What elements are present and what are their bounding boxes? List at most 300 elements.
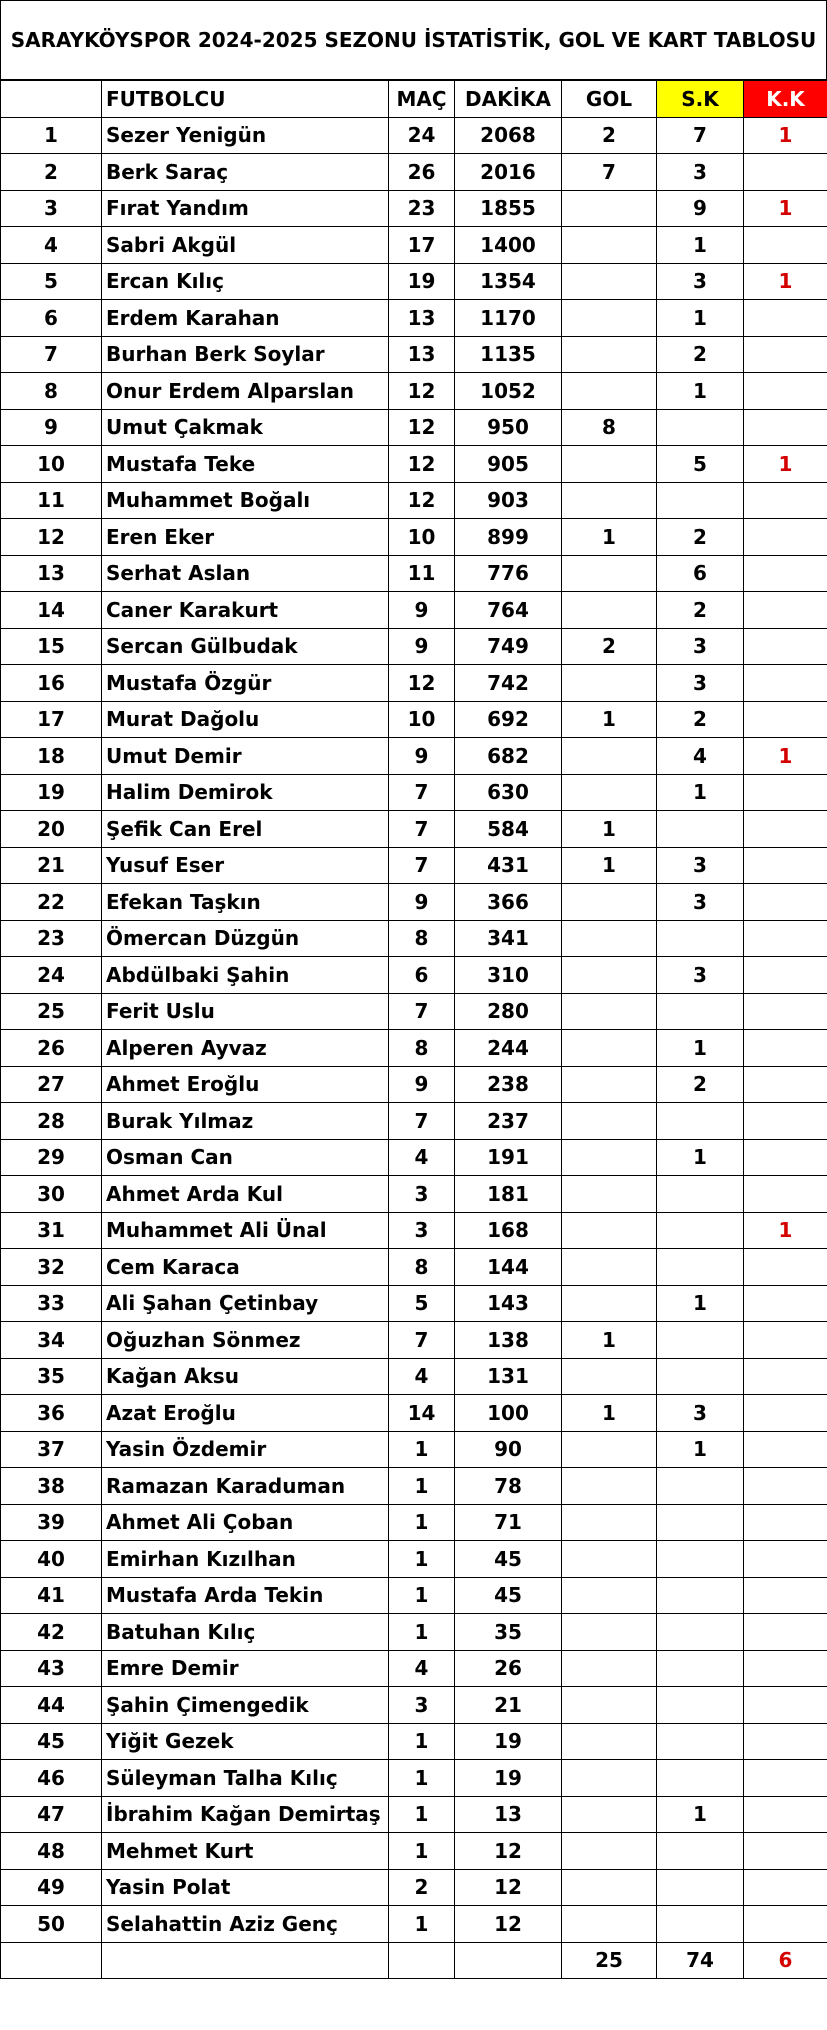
row-number: 49 xyxy=(1,1869,102,1906)
cell-sk: 1 xyxy=(657,373,744,410)
cell-mac: 3 xyxy=(389,1212,455,1249)
table-row xyxy=(1,665,827,702)
player-name: Şefik Can Erel xyxy=(102,811,389,848)
table-row xyxy=(1,300,827,337)
cell-dakika: 905 xyxy=(455,446,562,483)
table-row xyxy=(1,1614,827,1651)
cell-kk xyxy=(744,774,827,811)
cell-kk xyxy=(744,1687,827,1724)
player-name: Sabri Akgül xyxy=(102,227,389,264)
cell-mac: 4 xyxy=(389,1650,455,1687)
cell-dakika: 90 xyxy=(455,1431,562,1468)
cell-mac: 9 xyxy=(389,628,455,665)
row-number: 6 xyxy=(1,300,102,337)
player-name: Muhammet Ali Ünal xyxy=(102,1212,389,1249)
cell-sk: 6 xyxy=(657,555,744,592)
table-row xyxy=(1,154,827,191)
title-text: SARAYKÖYSPOR 2024-2025 SEZONU İSTATİSTİK, GOL VE KART TABLOSU xyxy=(10,28,817,52)
cell-kk xyxy=(744,1285,827,1322)
cell-mac: 2 xyxy=(389,1869,455,1906)
row-number: 28 xyxy=(1,1103,102,1140)
cell-gol xyxy=(562,1650,657,1687)
player-name: Abdülbaki Şahin xyxy=(102,957,389,994)
player-name: Cem Karaca xyxy=(102,1249,389,1286)
player-name: Sezer Yenigün xyxy=(102,117,389,154)
cell-kk xyxy=(744,154,827,191)
cell-gol xyxy=(562,993,657,1030)
cell-mac: 7 xyxy=(389,1322,455,1359)
cell-dakika: 244 xyxy=(455,1030,562,1067)
cell-kk xyxy=(744,701,827,738)
table-row xyxy=(1,1176,827,1213)
cell-sk xyxy=(657,1541,744,1578)
cell-sk: 1 xyxy=(657,1030,744,1067)
cell-mac: 9 xyxy=(389,738,455,775)
table-row xyxy=(1,1468,827,1505)
table-row xyxy=(1,1723,827,1760)
cell-mac: 3 xyxy=(389,1687,455,1724)
player-name: Burhan Berk Soylar xyxy=(102,336,389,373)
player-name: Azat Eroğlu xyxy=(102,1395,389,1432)
cell-gol xyxy=(562,1249,657,1286)
player-name: Şahin Çimengedik xyxy=(102,1687,389,1724)
player-name: Kağan Aksu xyxy=(102,1358,389,1395)
cell-gol xyxy=(562,1176,657,1213)
cell-gol xyxy=(562,1796,657,1833)
cell-mac: 1 xyxy=(389,1760,455,1797)
cell-kk xyxy=(744,1504,827,1541)
cell-kk xyxy=(744,1577,827,1614)
table-row xyxy=(1,1906,827,1943)
cell-kk xyxy=(744,1869,827,1906)
table-row xyxy=(1,884,827,921)
cell-kk xyxy=(744,336,827,373)
cell-kk xyxy=(744,1176,827,1213)
table-row xyxy=(1,1541,827,1578)
cell-mac: 10 xyxy=(389,701,455,738)
cell-sk xyxy=(657,1833,744,1870)
cell-dakika: 131 xyxy=(455,1358,562,1395)
cell-kk xyxy=(744,592,827,629)
cell-mac: 1 xyxy=(389,1614,455,1651)
cell-dakika: 12 xyxy=(455,1869,562,1906)
row-number: 34 xyxy=(1,1322,102,1359)
cell-gol xyxy=(562,1687,657,1724)
table-row xyxy=(1,1212,827,1249)
cell-dakika: 630 xyxy=(455,774,562,811)
cell-mac: 13 xyxy=(389,300,455,337)
cell-gol xyxy=(562,1541,657,1578)
cell-kk xyxy=(744,920,827,957)
player-name: Mustafa Teke xyxy=(102,446,389,483)
cell-gol xyxy=(562,774,657,811)
cell-sk: 3 xyxy=(657,1395,744,1432)
row-number: 12 xyxy=(1,519,102,556)
player-name: Batuhan Kılıç xyxy=(102,1614,389,1651)
stats-table xyxy=(0,80,827,1979)
cell-sk: 3 xyxy=(657,263,744,300)
cell-sk: 1 xyxy=(657,300,744,337)
cell-kk xyxy=(744,1431,827,1468)
cell-mac: 8 xyxy=(389,1030,455,1067)
row-number: 35 xyxy=(1,1358,102,1395)
table-body xyxy=(1,117,827,1942)
cell-sk xyxy=(657,1614,744,1651)
cell-mac: 9 xyxy=(389,1066,455,1103)
cell-kk xyxy=(744,1030,827,1067)
cell-sk xyxy=(657,1176,744,1213)
cell-gol xyxy=(562,1066,657,1103)
table-row xyxy=(1,1066,827,1103)
total-sk: 74 xyxy=(657,1942,744,1979)
row-number: 20 xyxy=(1,811,102,848)
row-number: 42 xyxy=(1,1614,102,1651)
cell-mac: 24 xyxy=(389,117,455,154)
cell-sk xyxy=(657,1212,744,1249)
cell-kk xyxy=(744,628,827,665)
cell-dakika: 950 xyxy=(455,409,562,446)
cell-gol: 2 xyxy=(562,628,657,665)
cell-kk xyxy=(744,1541,827,1578)
cell-gol xyxy=(562,1906,657,1943)
row-number: 21 xyxy=(1,847,102,884)
table-row xyxy=(1,190,827,227)
table-row xyxy=(1,1249,827,1286)
cell-kk xyxy=(744,373,827,410)
player-name: Fırat Yandım xyxy=(102,190,389,227)
cell-dakika: 12 xyxy=(455,1906,562,1943)
cell-mac: 5 xyxy=(389,1285,455,1322)
cell-kk xyxy=(744,1796,827,1833)
header-dakika: DAKİKA xyxy=(455,81,562,118)
cell-mac: 4 xyxy=(389,1358,455,1395)
cell-dakika: 144 xyxy=(455,1249,562,1286)
player-name: Mustafa Arda Tekin xyxy=(102,1577,389,1614)
cell-dakika: 1135 xyxy=(455,336,562,373)
table-row xyxy=(1,1833,827,1870)
row-number: 44 xyxy=(1,1687,102,1724)
table-row xyxy=(1,628,827,665)
table-row xyxy=(1,920,827,957)
row-number: 48 xyxy=(1,1833,102,1870)
table-row xyxy=(1,592,827,629)
row-number: 29 xyxy=(1,1139,102,1176)
totals-no xyxy=(1,1942,102,1979)
player-name: Alperen Ayvaz xyxy=(102,1030,389,1067)
cell-mac: 23 xyxy=(389,190,455,227)
cell-gol xyxy=(562,1030,657,1067)
row-number: 39 xyxy=(1,1504,102,1541)
cell-mac: 1 xyxy=(389,1504,455,1541)
cell-mac: 10 xyxy=(389,519,455,556)
cell-gol: 8 xyxy=(562,409,657,446)
cell-mac: 7 xyxy=(389,847,455,884)
cell-kk: 1 xyxy=(744,1212,827,1249)
totals-name xyxy=(102,1942,389,1979)
table-row xyxy=(1,1103,827,1140)
cell-mac: 3 xyxy=(389,1176,455,1213)
cell-sk xyxy=(657,409,744,446)
cell-sk: 2 xyxy=(657,701,744,738)
cell-dakika: 341 xyxy=(455,920,562,957)
cell-dakika: 238 xyxy=(455,1066,562,1103)
cell-sk: 5 xyxy=(657,446,744,483)
cell-gol: 1 xyxy=(562,519,657,556)
row-number: 11 xyxy=(1,482,102,519)
cell-gol: 1 xyxy=(562,1395,657,1432)
player-name: Ahmet Eroğlu xyxy=(102,1066,389,1103)
cell-sk: 1 xyxy=(657,774,744,811)
header-mac: MAÇ xyxy=(389,81,455,118)
row-number: 47 xyxy=(1,1796,102,1833)
cell-dakika: 682 xyxy=(455,738,562,775)
totals-mac xyxy=(389,1942,455,1979)
cell-mac: 4 xyxy=(389,1139,455,1176)
cell-sk xyxy=(657,1687,744,1724)
cell-dakika: 1354 xyxy=(455,263,562,300)
cell-gol xyxy=(562,592,657,629)
cell-sk xyxy=(657,1869,744,1906)
row-number: 10 xyxy=(1,446,102,483)
cell-sk xyxy=(657,811,744,848)
row-number: 41 xyxy=(1,1577,102,1614)
cell-sk xyxy=(657,1468,744,1505)
row-number: 3 xyxy=(1,190,102,227)
cell-dakika: 310 xyxy=(455,957,562,994)
player-name: Umut Çakmak xyxy=(102,409,389,446)
player-name: İbrahim Kağan Demirtaş xyxy=(102,1796,389,1833)
cell-gol: 7 xyxy=(562,154,657,191)
totals-dakika xyxy=(455,1942,562,1979)
table-row xyxy=(1,1395,827,1432)
cell-kk xyxy=(744,1395,827,1432)
row-number: 18 xyxy=(1,738,102,775)
player-name: Umut Demir xyxy=(102,738,389,775)
cell-mac: 9 xyxy=(389,592,455,629)
cell-mac: 11 xyxy=(389,555,455,592)
player-name: Halim Demirok xyxy=(102,774,389,811)
header-gol: GOL xyxy=(562,81,657,118)
cell-kk xyxy=(744,1760,827,1797)
total-gol: 25 xyxy=(562,1942,657,1979)
player-name: Mehmet Kurt xyxy=(102,1833,389,1870)
cell-dakika: 1052 xyxy=(455,373,562,410)
player-name: Oğuzhan Sönmez xyxy=(102,1322,389,1359)
player-name: Yiğit Gezek xyxy=(102,1723,389,1760)
table-row xyxy=(1,1504,827,1541)
cell-sk xyxy=(657,1650,744,1687)
row-number: 36 xyxy=(1,1395,102,1432)
player-name: Serhat Aslan xyxy=(102,555,389,592)
cell-sk: 1 xyxy=(657,227,744,264)
cell-dakika: 2016 xyxy=(455,154,562,191)
row-number: 45 xyxy=(1,1723,102,1760)
table-row xyxy=(1,227,827,264)
cell-mac: 7 xyxy=(389,774,455,811)
cell-gol xyxy=(562,373,657,410)
cell-kk xyxy=(744,1103,827,1140)
cell-kk xyxy=(744,1066,827,1103)
table-row xyxy=(1,993,827,1030)
player-name: Mustafa Özgür xyxy=(102,665,389,702)
cell-sk xyxy=(657,1103,744,1140)
cell-sk xyxy=(657,1249,744,1286)
cell-dakika: 35 xyxy=(455,1614,562,1651)
cell-gol xyxy=(562,1869,657,1906)
cell-sk xyxy=(657,920,744,957)
cell-mac: 1 xyxy=(389,1541,455,1578)
row-number: 17 xyxy=(1,701,102,738)
cell-mac: 1 xyxy=(389,1577,455,1614)
row-number: 50 xyxy=(1,1906,102,1943)
player-name: Süleyman Talha Kılıç xyxy=(102,1760,389,1797)
cell-gol xyxy=(562,957,657,994)
table-row xyxy=(1,446,827,483)
player-name: Eren Eker xyxy=(102,519,389,556)
cell-sk: 3 xyxy=(657,957,744,994)
cell-mac: 8 xyxy=(389,920,455,957)
cell-kk xyxy=(744,665,827,702)
cell-dakika: 899 xyxy=(455,519,562,556)
row-number: 4 xyxy=(1,227,102,264)
table-row xyxy=(1,847,827,884)
table-row xyxy=(1,1322,827,1359)
cell-dakika: 749 xyxy=(455,628,562,665)
table-row xyxy=(1,555,827,592)
cell-dakika: 19 xyxy=(455,1760,562,1797)
cell-sk: 2 xyxy=(657,1066,744,1103)
cell-mac: 12 xyxy=(389,482,455,519)
header-player: FUTBOLCU xyxy=(102,81,389,118)
cell-dakika: 181 xyxy=(455,1176,562,1213)
cell-gol xyxy=(562,555,657,592)
cell-kk xyxy=(744,1650,827,1687)
cell-kk xyxy=(744,519,827,556)
cell-gol xyxy=(562,482,657,519)
cell-mac: 12 xyxy=(389,373,455,410)
cell-dakika: 12 xyxy=(455,1833,562,1870)
cell-kk xyxy=(744,957,827,994)
cell-mac: 7 xyxy=(389,1103,455,1140)
row-number: 19 xyxy=(1,774,102,811)
cell-dakika: 764 xyxy=(455,592,562,629)
cell-sk xyxy=(657,1723,744,1760)
cell-dakika: 431 xyxy=(455,847,562,884)
row-number: 1 xyxy=(1,117,102,154)
cell-sk xyxy=(657,1504,744,1541)
cell-mac: 12 xyxy=(389,446,455,483)
row-number: 24 xyxy=(1,957,102,994)
cell-mac: 6 xyxy=(389,957,455,994)
player-name: Caner Karakurt xyxy=(102,592,389,629)
cell-kk xyxy=(744,1906,827,1943)
cell-dakika: 191 xyxy=(455,1139,562,1176)
cell-mac: 9 xyxy=(389,884,455,921)
player-name: Ahmet Arda Kul xyxy=(102,1176,389,1213)
player-name: Yasin Polat xyxy=(102,1869,389,1906)
cell-kk xyxy=(744,1322,827,1359)
cell-dakika: 366 xyxy=(455,884,562,921)
player-name: Burak Yılmaz xyxy=(102,1103,389,1140)
table-row xyxy=(1,957,827,994)
table-row xyxy=(1,1687,827,1724)
table-row xyxy=(1,519,827,556)
table-row xyxy=(1,263,827,300)
cell-dakika: 692 xyxy=(455,701,562,738)
player-name: Yasin Özdemir xyxy=(102,1431,389,1468)
cell-mac: 1 xyxy=(389,1796,455,1833)
cell-dakika: 26 xyxy=(455,1650,562,1687)
cell-mac: 1 xyxy=(389,1468,455,1505)
cell-kk xyxy=(744,1614,827,1651)
row-number: 16 xyxy=(1,665,102,702)
cell-dakika: 168 xyxy=(455,1212,562,1249)
cell-gol xyxy=(562,1468,657,1505)
cell-dakika: 776 xyxy=(455,555,562,592)
row-number: 46 xyxy=(1,1760,102,1797)
cell-kk xyxy=(744,811,827,848)
cell-mac: 19 xyxy=(389,263,455,300)
table-title xyxy=(0,0,827,80)
player-name: Ali Şahan Çetinbay xyxy=(102,1285,389,1322)
cell-gol xyxy=(562,1212,657,1249)
cell-dakika: 45 xyxy=(455,1541,562,1578)
cell-mac: 12 xyxy=(389,665,455,702)
cell-gol xyxy=(562,920,657,957)
player-name: Efekan Taşkın xyxy=(102,884,389,921)
cell-gol: 1 xyxy=(562,811,657,848)
cell-kk xyxy=(744,1833,827,1870)
cell-mac: 14 xyxy=(389,1395,455,1432)
cell-kk xyxy=(744,227,827,264)
cell-sk xyxy=(657,993,744,1030)
cell-mac: 1 xyxy=(389,1431,455,1468)
cell-kk xyxy=(744,482,827,519)
cell-mac: 8 xyxy=(389,1249,455,1286)
table-row xyxy=(1,373,827,410)
table-row xyxy=(1,1030,827,1067)
cell-kk xyxy=(744,1139,827,1176)
cell-sk xyxy=(657,1577,744,1614)
cell-mac: 13 xyxy=(389,336,455,373)
header-kk: K.K xyxy=(744,81,827,118)
cell-dakika: 742 xyxy=(455,665,562,702)
cell-sk: 2 xyxy=(657,336,744,373)
cell-mac: 1 xyxy=(389,1833,455,1870)
totals-row xyxy=(1,1942,827,1979)
cell-kk xyxy=(744,884,827,921)
cell-dakika: 143 xyxy=(455,1285,562,1322)
table-row xyxy=(1,774,827,811)
cell-gol: 2 xyxy=(562,117,657,154)
player-name: Onur Erdem Alparslan xyxy=(102,373,389,410)
row-number: 27 xyxy=(1,1066,102,1103)
cell-sk xyxy=(657,1906,744,1943)
cell-sk: 1 xyxy=(657,1285,744,1322)
table-row xyxy=(1,1869,827,1906)
header-sk: S.K xyxy=(657,81,744,118)
cell-dakika: 71 xyxy=(455,1504,562,1541)
cell-sk: 3 xyxy=(657,154,744,191)
cell-dakika: 1400 xyxy=(455,227,562,264)
cell-sk: 7 xyxy=(657,117,744,154)
player-name: Ferit Uslu xyxy=(102,993,389,1030)
cell-gol xyxy=(562,1723,657,1760)
player-name: Berk Saraç xyxy=(102,154,389,191)
cell-dakika: 100 xyxy=(455,1395,562,1432)
row-number: 8 xyxy=(1,373,102,410)
row-number: 15 xyxy=(1,628,102,665)
